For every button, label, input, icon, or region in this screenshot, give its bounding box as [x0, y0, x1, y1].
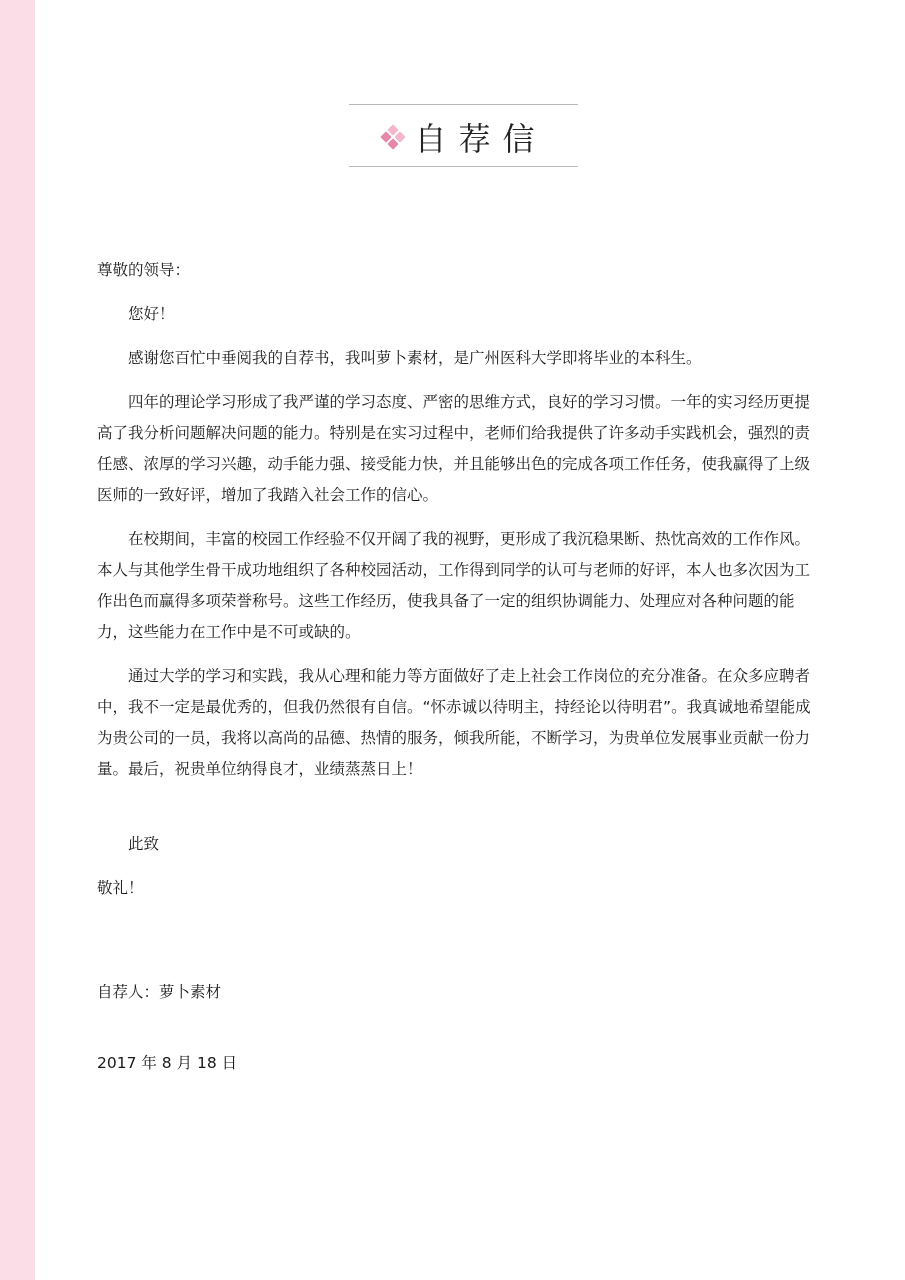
title-block [349, 112, 578, 162]
paragraph-conclusion: 通过大学的学习和实践，我从心理和能力等方面做好了走上社会工作岗位的充分准备。在众多应聘者中，我不一定是最优秀的，但我仍然很有自信。“怀赤诚以待明主，持经论以待明君”。我真诚地希望能成为贵公司的一员，我将以高尚的品德、热情的服务，倾我所能，不断学习，为贵单位发展事业贡献一份力量。最后，祝贵单位纳得良才，业绩蒸蒸日上！ [97, 667, 811, 778]
pink-diamond-cluster-icon [380, 124, 406, 150]
spacer [97, 904, 819, 977]
greeting: 您好！ [128, 305, 175, 323]
paragraph-intro: 感谢您百忙中垂阅我的自荐书，我叫萝卜素材，是广州医科大学即将毕业的本科生。 [128, 349, 702, 367]
salutation: 尊敬的领导： [97, 261, 191, 279]
closing-line-1: 此致 [128, 835, 160, 853]
title-top-rule [349, 104, 578, 105]
spacer [97, 785, 819, 829]
paragraph-study: 四年的理论学习形成了我严谨的学习态度、严密的思维方式，良好的学习习惯。一年的实习经历更提高了我分析问题解决问题的能力。特别是在实习过程中，老师们给我提供了许多动手实践机会，强烈的责任感、浓厚的学习兴趣，动手能力强、接受能力快，并且能够出色的完成各项工作任务，使我赢得了上级医师的一致好评，增加了我踏入社会工作的信心。 [97, 393, 811, 504]
left-decorative-strip [0, 0, 35, 1280]
spacer [97, 1008, 819, 1048]
signer: 自荐人：萝卜素材 [97, 983, 222, 1001]
document-title: 自荐信 [414, 120, 547, 158]
letter-body [97, 255, 819, 1079]
paragraph-campus: 在校期间，丰富的校园工作经验不仅开阔了我的视野，更形成了我沉稳果断、热忱高效的工作作风。本人与其他学生骨干成功地组织了各种校园活动，工作得到同学的认可与老师的好评，本人也多次因为工作出色而赢得多项荣誉称号。这些工作经历，使我具备了一定的组织协调能力、处理应对各种问题的能力，这些能力在工作中是不可或缺的。 [97, 530, 811, 641]
closing-line-2: 敬礼！ [97, 879, 144, 897]
title-bottom-rule [349, 166, 578, 167]
date: 2017 年 8 月 18 日 [97, 1054, 238, 1072]
